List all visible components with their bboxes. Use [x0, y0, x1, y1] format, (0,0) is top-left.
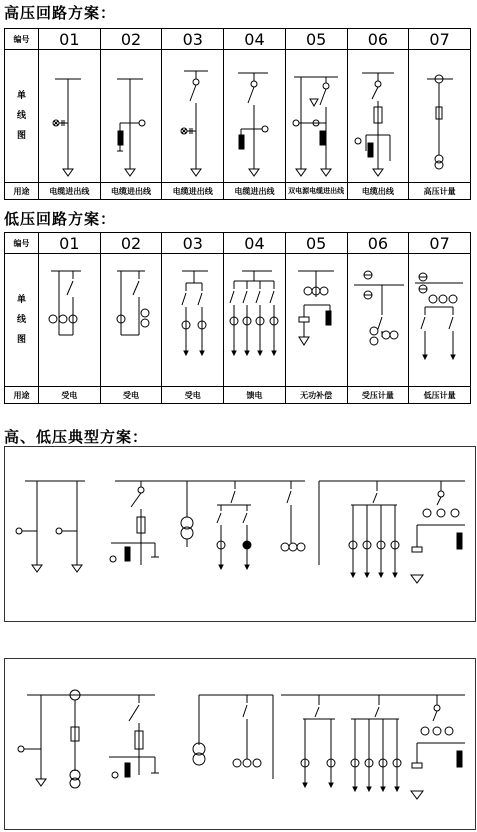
- typical-diagram-1: [4, 446, 476, 622]
- lv-col-use: 受电: [39, 387, 101, 404]
- hv-col-num: 01: [39, 29, 101, 50]
- hv-use-label: 用途: [5, 183, 39, 200]
- typical-diagram-2: [4, 658, 476, 830]
- hv-col-use: 高压计量: [409, 183, 471, 200]
- lv-diagram-03: [162, 254, 224, 387]
- hv-col-use: 电缆进出线: [224, 183, 286, 200]
- lv-use-label: 用途: [5, 387, 39, 404]
- hv-diagram-03: [162, 50, 224, 183]
- hv-diagram-01: [39, 50, 101, 183]
- hv-col-num: 05: [285, 29, 347, 50]
- lv-scheme-table: [4, 232, 471, 404]
- hv-diagram-05: [285, 50, 347, 183]
- lv-diagram-04: [224, 254, 286, 387]
- lv-col-use: 低压计量: [409, 387, 471, 404]
- lv-col-num: 04: [224, 233, 286, 254]
- lv-diagram-row: [5, 254, 471, 387]
- lv-col-num: 07: [409, 233, 471, 254]
- hv-col-num: 04: [224, 29, 286, 50]
- hv-col-num: 03: [162, 29, 224, 50]
- lv-col-use: 馈电: [224, 387, 286, 404]
- lv-section-title: 低压回路方案：: [4, 210, 117, 228]
- lv-col-use: 受电: [162, 387, 224, 404]
- hv-header-row: [5, 29, 471, 50]
- lv-diagram-07: [409, 254, 471, 387]
- hv-diagram-02: [100, 50, 162, 183]
- lv-diagram-01: [39, 254, 101, 387]
- lv-col-num: 02: [100, 233, 162, 254]
- lv-col-num: 01: [39, 233, 101, 254]
- lv-header-row: [5, 233, 471, 254]
- lv-col-num: 06: [347, 233, 409, 254]
- hv-side-label: 单 线 图: [5, 50, 39, 183]
- hv-col-num: 06: [347, 29, 409, 50]
- lv-col-use: 受电: [100, 387, 162, 404]
- hv-col-num: 07: [409, 29, 471, 50]
- lv-diagram-05: [285, 254, 347, 387]
- hv-scheme-table: [4, 28, 471, 200]
- hv-col-use: 电缆出线: [347, 183, 409, 200]
- hv-diagram-04: [224, 50, 286, 183]
- lv-use-row: [5, 387, 471, 404]
- lv-col-use: 无功补偿: [285, 387, 347, 404]
- hv-diagram-row: [5, 50, 471, 183]
- typical-section-title: 高、低压典型方案：: [4, 428, 149, 446]
- hv-col-use: 双电源电缆进出线: [285, 183, 347, 200]
- lv-side-label: 单 线 图: [5, 254, 39, 387]
- lv-diagram-02: [100, 254, 162, 387]
- hv-diagram-06: [347, 50, 409, 183]
- lv-col-use: 受压计量: [347, 387, 409, 404]
- hv-num-label: 编号: [5, 29, 39, 50]
- hv-use-row: [5, 183, 471, 200]
- lv-col-num: 05: [285, 233, 347, 254]
- hv-col-use: 电缆进出线: [39, 183, 101, 200]
- hv-col-use: 电缆进出线: [100, 183, 162, 200]
- lv-num-label: 编号: [5, 233, 39, 254]
- lv-diagram-06: [347, 254, 409, 387]
- hv-diagram-07: [409, 50, 471, 183]
- hv-section-title: 高压回路方案：: [4, 4, 117, 22]
- hv-col-num: 02: [100, 29, 162, 50]
- hv-col-use: 电缆进出线: [162, 183, 224, 200]
- lv-col-num: 03: [162, 233, 224, 254]
